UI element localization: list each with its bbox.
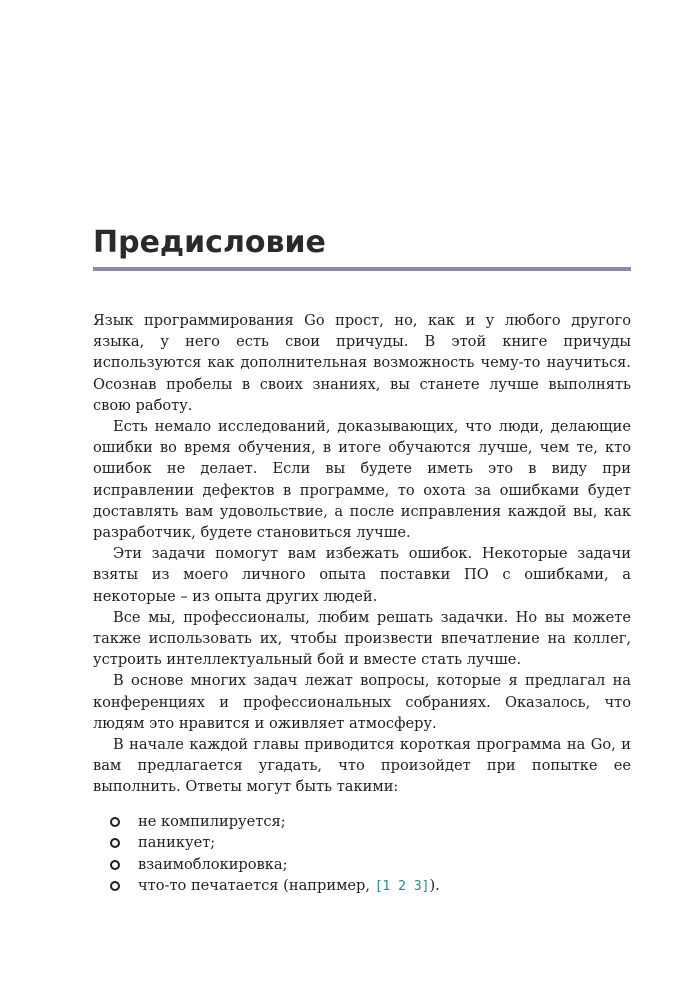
list-item <box>93 811 631 833</box>
paragraph-conferences: В основе многих задач лежат вопросы, которые я предлагал на конференциях и профессиональных собраниях. Оказалось, что людям это нравится и оживляет атмосферу. <box>93 672 631 732</box>
list-item-text: что-то печатается (например, <box>138 877 375 895</box>
answer-options-list <box>93 811 631 898</box>
hollow-circle-bullet-icon <box>110 860 120 870</box>
list-item-suffix: ). <box>429 877 440 895</box>
paragraph-tasks: Эти задачи помогут вам избежать ошибок. Некоторые задачи взяты из моего личного опыта поставки ПО с ошибками, а некоторые – из опыта других людей. <box>93 545 631 605</box>
list-item <box>93 832 631 854</box>
paragraph-chapter-start: В начале каждой главы приводится короткая программа на Go, и вам предлагается угадать, что произойдет при попытке ее выполнить. Ответы могут быть такими: <box>93 736 631 796</box>
paragraph-intro: Язык программирования Go прост, но, как и у любого другого языка, у него есть свои причуды. В этой книге причуды используются как дополнительная возможность чему-то научиться. Осознав пробелы в своих знаниях, вы станете лучше выполнять свою работу. <box>93 312 631 414</box>
list-item <box>93 875 631 898</box>
list-item-text: взаимоблокировка; <box>138 855 288 873</box>
body-text <box>93 310 631 898</box>
list-item-text: паникует; <box>138 834 216 852</box>
list-item <box>93 854 631 876</box>
list-item-text: не компилируется; <box>138 812 286 830</box>
page-title: Предисловие <box>93 225 326 260</box>
title-divider <box>93 267 631 271</box>
paragraph-professionals: Все мы, профессионалы, любим решать задачки. Но вы можете также использовать их, чтобы произвести впечатление на коллег, устроить интеллектуальный бой и вместе стать лучше. <box>93 608 631 669</box>
code-snippet: [1 2 3] <box>374 879 430 895</box>
hollow-circle-bullet-icon <box>110 817 120 827</box>
paragraph-research: Есть немало исследований, доказывающих, что люди, делающие ошибки во время обучения, в итоге обучаются лучше, чем те, кто ошибок не делает. Если вы будете иметь это в виду при исправлении дефектов в программе, то охота за ошибками будет доставлять вам удовольствие, а после исправления каждой вы, как разработчик, будете становиться лучше. <box>93 418 631 542</box>
hollow-circle-bullet-icon <box>110 881 120 891</box>
hollow-circle-bullet-icon <box>110 838 120 848</box>
